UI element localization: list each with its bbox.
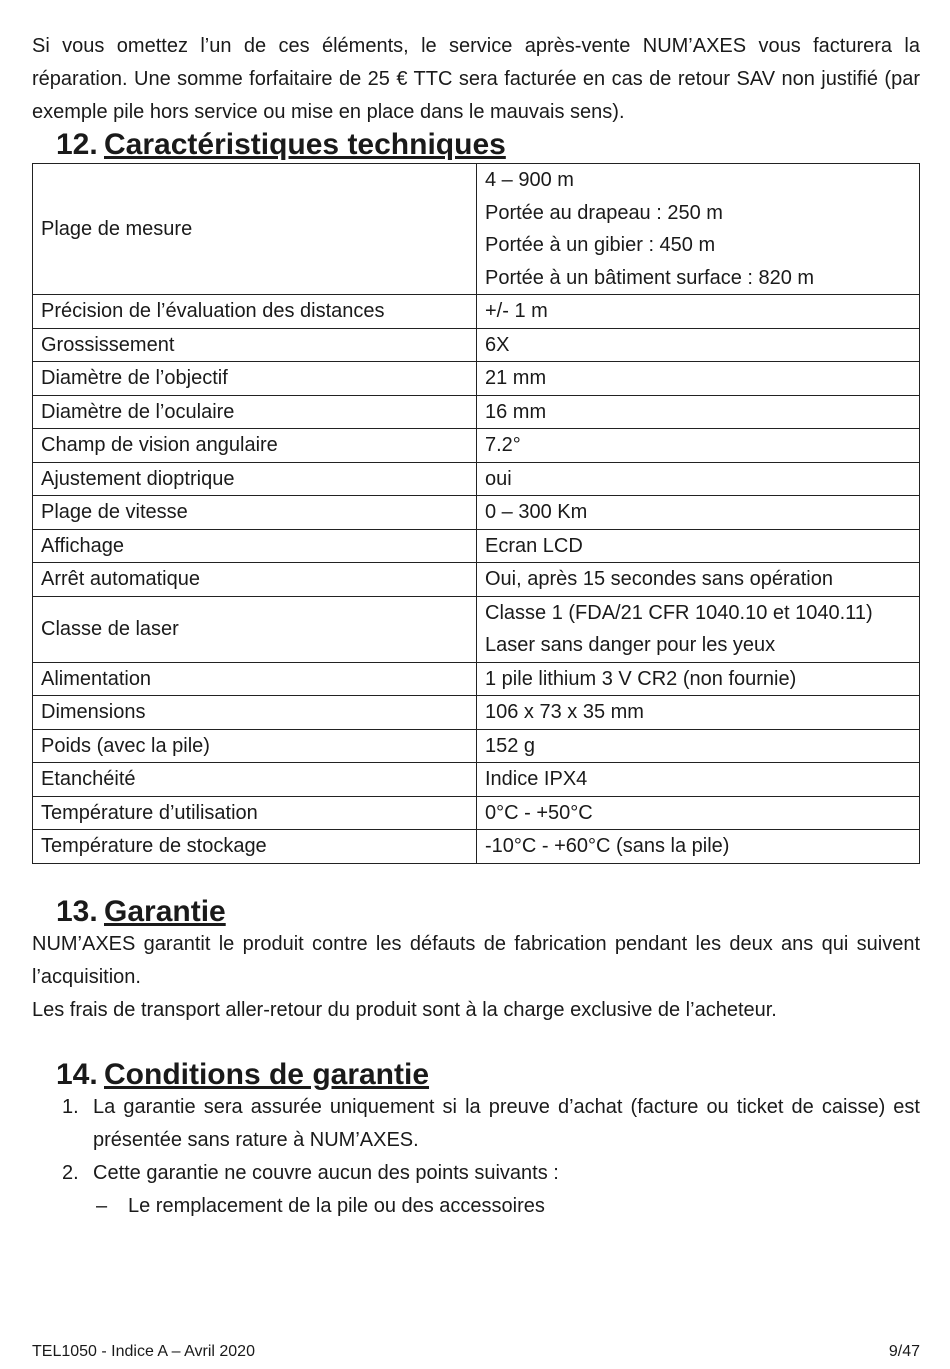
spec-value [477, 729, 920, 763]
transport-paragraph: Les frais de transport aller-retour du produit sont à la charge exclusive de l’acheteur. [32, 998, 777, 1021]
spec-value [477, 462, 920, 496]
spec-value-line: 16 mm [485, 400, 547, 423]
spec-value [477, 496, 920, 530]
spec-value-line: +/- 1 m [485, 300, 548, 322]
intro-paragraph: Si vous omettez l’un de ces éléments, le service après-vente NUM’AXES vous facturera la réparation. Une somme forfaitaire de 25 € TTC sera facturée en cas de retour SAV non justifié (par exemple pile hors service ou mise en place dans le mauvais sens). [32, 35, 920, 123]
sub-list-item-text: Le remplacement de la pile ou des accessoires [128, 1194, 545, 1217]
spec-label: Alimentation [33, 662, 477, 696]
spec-label: Grossissement [33, 328, 477, 362]
warranty-paragraph: NUM’AXES garantit le produit contre les défauts de fabrication pendant les deux ans qui suivent l’acquisition. [32, 932, 920, 988]
spec-label: Classe de laser [33, 596, 477, 662]
spec-value-line: 106 x 73 x 35 mm [485, 701, 644, 723]
spec-value-line: Portée à un gibier : 450 m [485, 234, 716, 256]
spec-value-line: 0°C - +50°C [485, 801, 593, 824]
spec-value [477, 830, 920, 864]
section-title: Conditions de garantie [104, 1057, 430, 1091]
table-row [33, 763, 920, 797]
section-title: Garantie [104, 894, 226, 928]
table-row [33, 328, 920, 362]
table-row [33, 662, 920, 696]
spec-value [477, 763, 920, 797]
table-row [33, 164, 920, 295]
spec-label: Dimensions [33, 696, 477, 730]
spec-value-line: oui [485, 467, 512, 490]
spec-label: Ajustement dioptrique [33, 462, 477, 496]
spec-label: Etanchéité [33, 763, 477, 797]
spec-value-line: Laser sans danger pour les yeux [485, 634, 776, 656]
spec-value-line: Portée au drapeau : 250 m [485, 201, 723, 224]
spec-value [477, 696, 920, 730]
spec-value-line: Classe 1 (FDA/21 CFR 1040.10 et 1040.11) [485, 601, 873, 624]
spec-label: Plage de mesure [33, 164, 477, 295]
dash-bullet: – [96, 1194, 108, 1217]
conditions-list [32, 1091, 920, 1190]
section-12-heading [32, 129, 920, 161]
sub-list-item [32, 1190, 920, 1223]
spec-label: Arrêt automatique [33, 563, 477, 597]
spec-value-line: 7.2° [485, 434, 521, 456]
spec-value-line: Ecran LCD [485, 534, 583, 557]
spec-value-line: 6X [485, 333, 510, 356]
specs-table [32, 163, 920, 864]
spec-value-line: Oui, après 15 secondes sans opération [485, 568, 833, 590]
spec-label: Diamètre de l’oculaire [33, 395, 477, 429]
table-row [33, 429, 920, 463]
table-row [33, 729, 920, 763]
page-number: 9/47 [888, 1343, 920, 1360]
spec-value [477, 596, 920, 662]
list-item [32, 1091, 920, 1157]
spec-value [477, 563, 920, 597]
spec-value [477, 328, 920, 362]
spec-label: Plage de vitesse [33, 496, 477, 530]
table-row [33, 395, 920, 429]
document-page [32, 30, 920, 1223]
spec-label: Champ de vision angulaire [33, 429, 477, 463]
spec-value-line: Indice IPX4 [485, 768, 588, 790]
section-14-heading [32, 1059, 920, 1091]
spec-value-line: 152 g [485, 734, 536, 757]
section-13 [32, 896, 920, 1027]
spec-value-line: 21 mm [485, 367, 547, 389]
spec-label: Température d’utilisation [33, 796, 477, 830]
spec-value [477, 362, 920, 396]
spec-label: Poids (avec la pile) [33, 729, 477, 763]
spec-label: Température de stockage [33, 830, 477, 864]
spec-value [477, 662, 920, 696]
section-13-heading [32, 896, 920, 928]
table-row [33, 596, 920, 662]
table-row [33, 295, 920, 329]
spec-label: Précision de l’évaluation des distances [33, 295, 477, 329]
table-row [33, 796, 920, 830]
spec-value [477, 429, 920, 463]
spec-value-line: Portée à un bâtiment surface : 820 m [485, 266, 815, 289]
section-number: 14. [56, 1057, 98, 1091]
section-number: 13. [56, 894, 98, 928]
list-item-text: Cette garantie ne couvre aucun des points suivants : [93, 1161, 559, 1184]
spec-value [477, 295, 920, 329]
table-row [33, 529, 920, 563]
section-14 [32, 1059, 920, 1223]
table-row [33, 362, 920, 396]
spec-value-line: -10°C - +60°C (sans la pile) [485, 835, 730, 857]
spec-label: Diamètre de l’objectif [33, 362, 477, 396]
spec-value [477, 164, 920, 295]
table-row [33, 563, 920, 597]
section-title: Caractéristiques techniques [104, 128, 506, 161]
table-row [33, 462, 920, 496]
list-number: 1. [62, 1095, 79, 1118]
spec-value [477, 529, 920, 563]
section-number: 12. [56, 128, 98, 161]
spec-value [477, 796, 920, 830]
table-row [33, 496, 920, 530]
spec-label: Affichage [33, 529, 477, 563]
table-row [33, 696, 920, 730]
list-item [32, 1157, 920, 1190]
list-number: 2. [62, 1161, 79, 1184]
list-item-text: La garantie sera assurée uniquement si la preuve d’achat (facture ou ticket de caisse) est présentée sans rature à NUM’AXES. [93, 1095, 920, 1151]
spec-value-line: 4 – 900 m [485, 169, 574, 191]
spec-value-line: 0 – 300 Km [485, 501, 588, 523]
table-row [33, 830, 920, 864]
document-reference: TEL1050 - Indice A – Avril 2020 [32, 1343, 255, 1360]
spec-value-line: 1 pile lithium 3 V CR2 (non fournie) [485, 667, 797, 690]
spec-value [477, 395, 920, 429]
